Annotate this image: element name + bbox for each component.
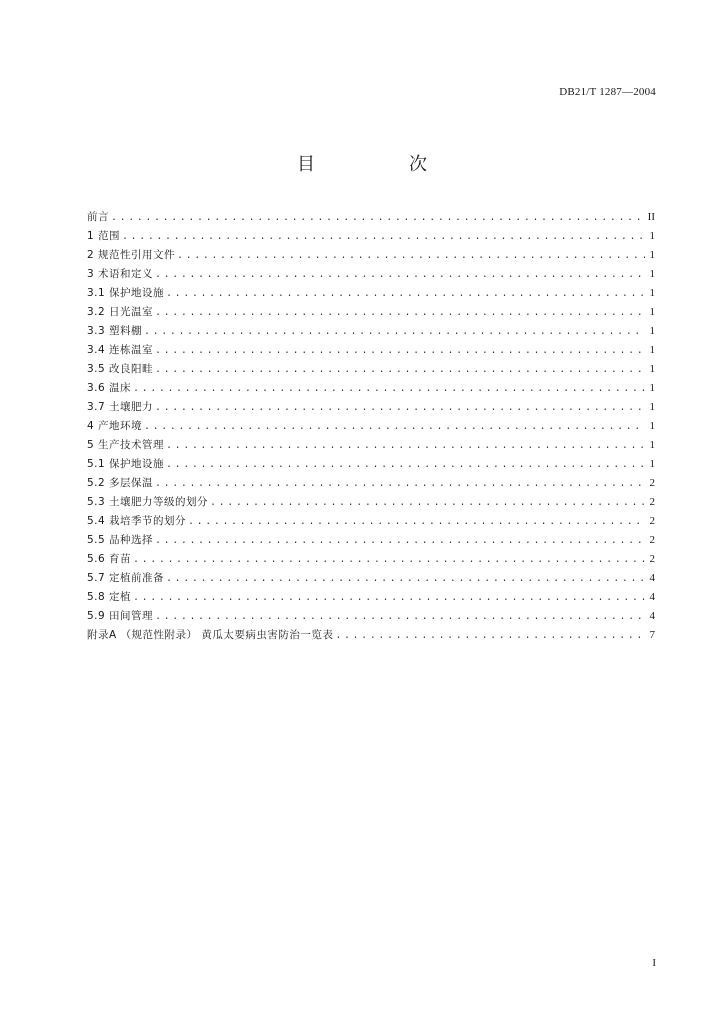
- toc-entry[interactable]: [87, 436, 655, 455]
- toc-dot-leader: [144, 323, 645, 341]
- toc-entry-label: 3.1 保护地设施: [87, 287, 165, 299]
- toc-dot-leader: [155, 399, 645, 417]
- toc-entry-page: 1: [649, 306, 655, 318]
- toc-entry-label: 5.7 定植前准备: [87, 572, 165, 584]
- toc-entry[interactable]: [87, 493, 655, 512]
- toc-entry[interactable]: [87, 588, 655, 607]
- toc-dot-leader: [177, 247, 645, 265]
- toc-entry-label: 5.5 品种选择: [87, 534, 154, 546]
- toc-entry[interactable]: [87, 379, 655, 398]
- toc-entry-label: 5.8 定植: [87, 591, 132, 603]
- toc-entry[interactable]: [87, 246, 655, 265]
- toc-entry[interactable]: [87, 569, 655, 588]
- toc-entry-page: 1: [649, 401, 655, 413]
- toc-entry-label: 3.6 温床: [87, 382, 132, 394]
- toc-entry[interactable]: [87, 531, 655, 550]
- toc-entry-label: 5 生产技术管理: [87, 439, 165, 451]
- toc-entry[interactable]: [87, 341, 655, 360]
- toc-entry-label: 5.3 土壤肥力等级的划分: [87, 496, 209, 508]
- toc-entry[interactable]: [87, 398, 655, 417]
- toc-dot-leader: [133, 380, 645, 398]
- toc-entry-label: 3 术语和定义: [87, 268, 154, 280]
- table-of-contents: [87, 208, 655, 645]
- toc-entry-page: 2: [649, 534, 655, 546]
- toc-dot-leader: [133, 589, 645, 607]
- toc-dot-leader: [155, 361, 645, 379]
- toc-dot-leader: [210, 494, 645, 512]
- standard-code: DB21/T 1287—2004: [559, 86, 656, 98]
- toc-dot-leader: [166, 570, 645, 588]
- toc-entry-label: 5.2 多层保温: [87, 477, 154, 489]
- toc-entry-page: 1: [649, 363, 655, 375]
- toc-entry[interactable]: [87, 474, 655, 493]
- toc-dot-leader: [155, 304, 645, 322]
- toc-entry-page: 1: [649, 249, 655, 261]
- toc-entry[interactable]: [87, 607, 655, 626]
- toc-entry[interactable]: [87, 227, 655, 246]
- toc-entry-page: 1: [649, 268, 655, 280]
- toc-entry[interactable]: [87, 265, 655, 284]
- toc-entry[interactable]: [87, 303, 655, 322]
- toc-entry-page: II: [647, 211, 655, 223]
- toc-dot-leader: [155, 475, 645, 493]
- toc-dot-leader: [335, 627, 645, 645]
- toc-entry-label: 前言: [87, 211, 109, 223]
- toc-dot-leader: [155, 532, 645, 550]
- toc-entry-page: 1: [649, 439, 655, 451]
- toc-entry-label: 5.4 栽培季节的划分: [87, 515, 187, 527]
- toc-title: 目 次: [297, 154, 465, 175]
- toc-entry-label: 5.1 保护地设施: [87, 458, 165, 470]
- toc-dot-leader: [155, 608, 645, 626]
- toc-entry[interactable]: [87, 322, 655, 341]
- toc-entry-page: 4: [649, 610, 655, 622]
- toc-dot-leader: [188, 513, 645, 531]
- toc-entry-page: 4: [649, 591, 655, 603]
- toc-entry-label: 附录A （规范性附录） 黄瓜太要病虫害防治一览表: [87, 629, 334, 641]
- toc-entry-page: 1: [649, 344, 655, 356]
- toc-entry[interactable]: [87, 626, 655, 645]
- toc-entry[interactable]: [87, 208, 655, 227]
- toc-entry-label: 3.7 土壤肥力: [87, 401, 154, 413]
- toc-entry-page: 1: [649, 458, 655, 470]
- toc-entry-page: 2: [649, 515, 655, 527]
- toc-entry[interactable]: [87, 512, 655, 531]
- toc-dot-leader: [144, 418, 645, 436]
- toc-entry-page: 1: [649, 287, 655, 299]
- toc-entry-label: 5.6 育苗: [87, 553, 132, 565]
- toc-entry-label: 3.5 改良阳畦: [87, 363, 154, 375]
- toc-entry-page: 1: [649, 382, 655, 394]
- toc-entry-label: 1 范围: [87, 230, 121, 242]
- toc-entry[interactable]: [87, 455, 655, 474]
- toc-entry[interactable]: [87, 417, 655, 436]
- toc-entry-label: 2 规范性引用文件: [87, 249, 176, 261]
- toc-entry-label: 4 产地环境: [87, 420, 143, 432]
- page-number: I: [652, 957, 656, 969]
- toc-entry-label: 3.2 日光温室: [87, 306, 154, 318]
- toc-dot-leader: [155, 342, 645, 360]
- toc-dot-leader: [166, 456, 645, 474]
- toc-entry-page: 1: [649, 230, 655, 242]
- toc-entry-page: 4: [649, 572, 655, 584]
- toc-dot-leader: [122, 228, 645, 246]
- toc-dot-leader: [111, 209, 645, 227]
- toc-dot-leader: [166, 437, 645, 455]
- toc-entry[interactable]: [87, 550, 655, 569]
- toc-entry-label: 3.3 塑料棚: [87, 325, 143, 337]
- toc-dot-leader: [155, 266, 645, 284]
- toc-entry-page: 1: [649, 420, 655, 432]
- toc-entry-page: 7: [649, 629, 655, 641]
- toc-entry-page: 2: [649, 477, 655, 489]
- toc-dot-leader: [166, 285, 645, 303]
- toc-entry-label: 5.9 田间管理: [87, 610, 154, 622]
- toc-entry-label: 3.4 连栋温室: [87, 344, 154, 356]
- toc-entry-page: 2: [649, 553, 655, 565]
- toc-entry-page: 1: [649, 325, 655, 337]
- toc-entry[interactable]: [87, 360, 655, 379]
- toc-entry-page: 2: [649, 496, 655, 508]
- toc-dot-leader: [133, 551, 645, 569]
- toc-entry[interactable]: [87, 284, 655, 303]
